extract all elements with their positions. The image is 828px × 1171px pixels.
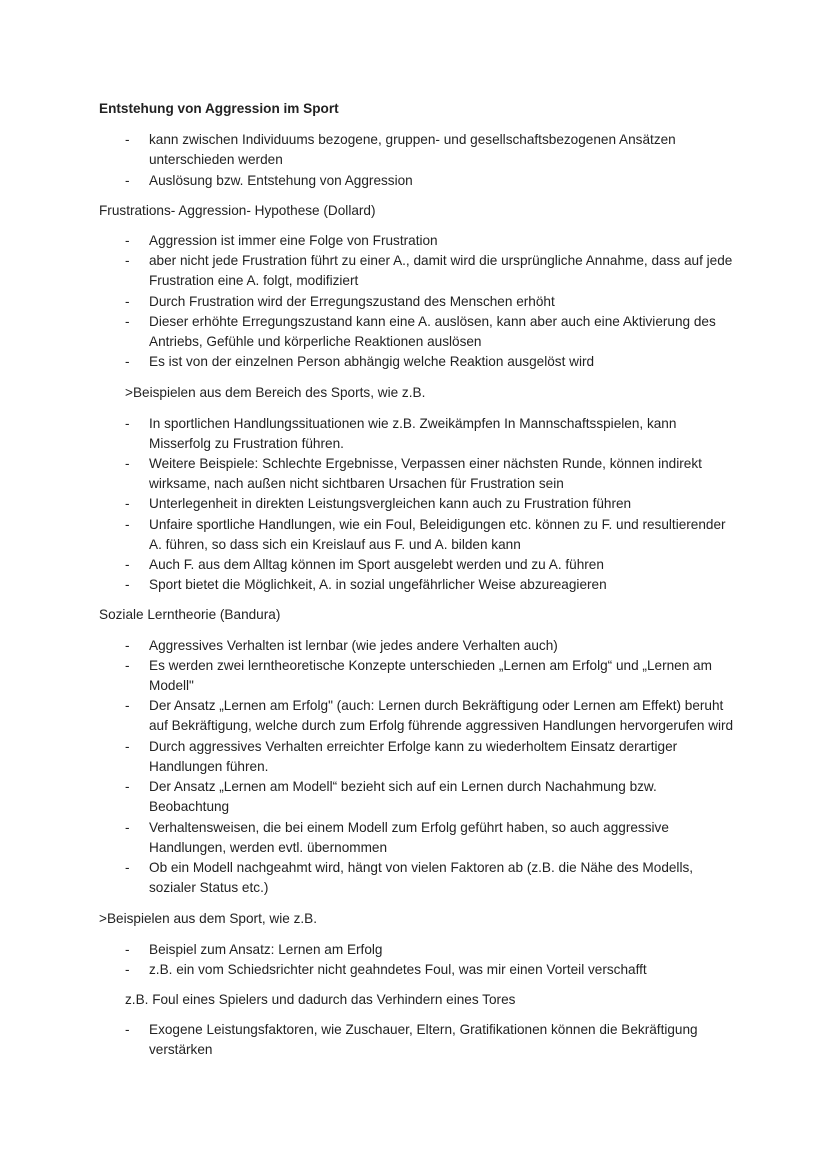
document-body: [99, 99, 739, 1071]
example-note: z.B. Foul eines Spielers und dadurch das Verhindern eines Tores: [125, 991, 516, 1007]
examples-heading-frustration: >Beispielen aus dem Bereich des Sports, wie z.B.: [125, 385, 426, 401]
list-item: - Unterlegenheit in direkten Leistungsvergleichen kann auch zu Frustration führen: [99, 494, 739, 514]
list-item: - Sport bietet die Möglichkeit, A. in sozial ungefährlicher Weise abzureagieren: [99, 575, 739, 595]
list-item: - Aggression ist immer eine Folge von Frustration: [99, 231, 739, 251]
list-item: - Weitere Beispiele: Schlechte Ergebnisse, Verpassen einer nächsten Runde, können indirekt wirksame, nach außen nicht sichtbaren Ursachen für Frustration sein: [99, 454, 739, 494]
social-list: [99, 636, 739, 899]
list-item: - In sportlichen Handlungssituationen wie z.B. Zweikämpfen In Mannschaftsspielen, kann Misserfolg zu Frustration führen.: [99, 414, 739, 454]
frustration-examples-list: [99, 414, 739, 596]
section-heading-frustration: Frustrations- Aggression- Hypothese (Dollard): [99, 202, 376, 218]
list-item: - kann zwischen Individuums bezogene, gruppen- und gesellschaftsbezogenen Ansätzen unterschieden werden: [99, 130, 739, 170]
page-title: Entstehung von Aggression im Sport: [99, 101, 339, 116]
social-examples-list: [99, 940, 739, 980]
list-item: - Durch aggressives Verhalten erreichter Erfolge kann zu wiederholtem Einsatz derartiger Handlungen führen.: [99, 737, 739, 777]
list-item: - Ob ein Modell nachgeahmt wird, hängt von vielen Faktoren ab (z.B. die Nähe des Modells, sozialer Status etc.): [99, 858, 739, 898]
list-item: - Dieser erhöhte Erregungszustand kann eine A. auslösen, kann aber auch eine Aktivierung des Antriebs, Gefühle und körperliche Reaktionen auslösen: [99, 312, 739, 352]
list-item: - Der Ansatz „Lernen am Erfolg" (auch: Lernen durch Bekräftigung oder Lernen am Effekt) beruht auf Bekräftigung, welche durch zum Erfolg führende aggressiven Handlungen hervorgerufen wird: [99, 696, 739, 736]
list-item: - Aggressives Verhalten ist lernbar (wie jedes andere Verhalten auch): [99, 636, 739, 656]
intro-list: [99, 130, 739, 191]
list-item: - Auch F. aus dem Alltag können im Sport ausgelebt werden und zu A. führen: [99, 555, 739, 575]
list-item: - Beispiel zum Ansatz: Lernen am Erfolg: [99, 940, 739, 960]
examples-heading-social: >Beispielen aus dem Sport, wie z.B.: [99, 911, 317, 927]
list-item: - Verhaltensweisen, die bei einem Modell zum Erfolg geführt haben, so auch aggressive Handlungen, werden evtl. übernommen: [99, 818, 739, 858]
list-item: - Der Ansatz „Lernen am Modell“ bezieht sich auf ein Lernen durch Nachahmung bzw. Beobachtung: [99, 777, 739, 817]
social-final-list: [99, 1020, 739, 1060]
list-item: - Exogene Leistungsfaktoren, wie Zuschauer, Eltern, Gratifikationen können die Bekräftigung verstärken: [99, 1020, 739, 1060]
frustration-list: [99, 231, 739, 372]
list-item: - Durch Frustration wird der Erregungszustand des Menschen erhöht: [99, 292, 739, 312]
list-item: - Es werden zwei lerntheoretische Konzepte unterschieden „Lernen am Erfolg“ und „Lernen am Modell": [99, 656, 739, 696]
list-item: - Auslösung bzw. Entstehung von Aggression: [99, 171, 739, 191]
list-item: - Es ist von der einzelnen Person abhängig welche Reaktion ausgelöst wird: [99, 352, 739, 372]
list-item: - Unfaire sportliche Handlungen, wie ein Foul, Beleidigungen etc. können zu F. und resultierender A. führen, so dass sich ein Kreislauf aus F. und A. bilden kann: [99, 515, 739, 555]
section-heading-social: Soziale Lerntheorie (Bandura): [99, 607, 281, 623]
list-item: - z.B. ein vom Schiedsrichter nicht geahndetes Foul, was mir einen Vorteil verschafft: [99, 960, 739, 980]
list-item: - aber nicht jede Frustration führt zu einer A., damit wird die ursprüngliche Annahme, dass auf jede Frustration eine A. folgt, modifiziert: [99, 251, 739, 291]
